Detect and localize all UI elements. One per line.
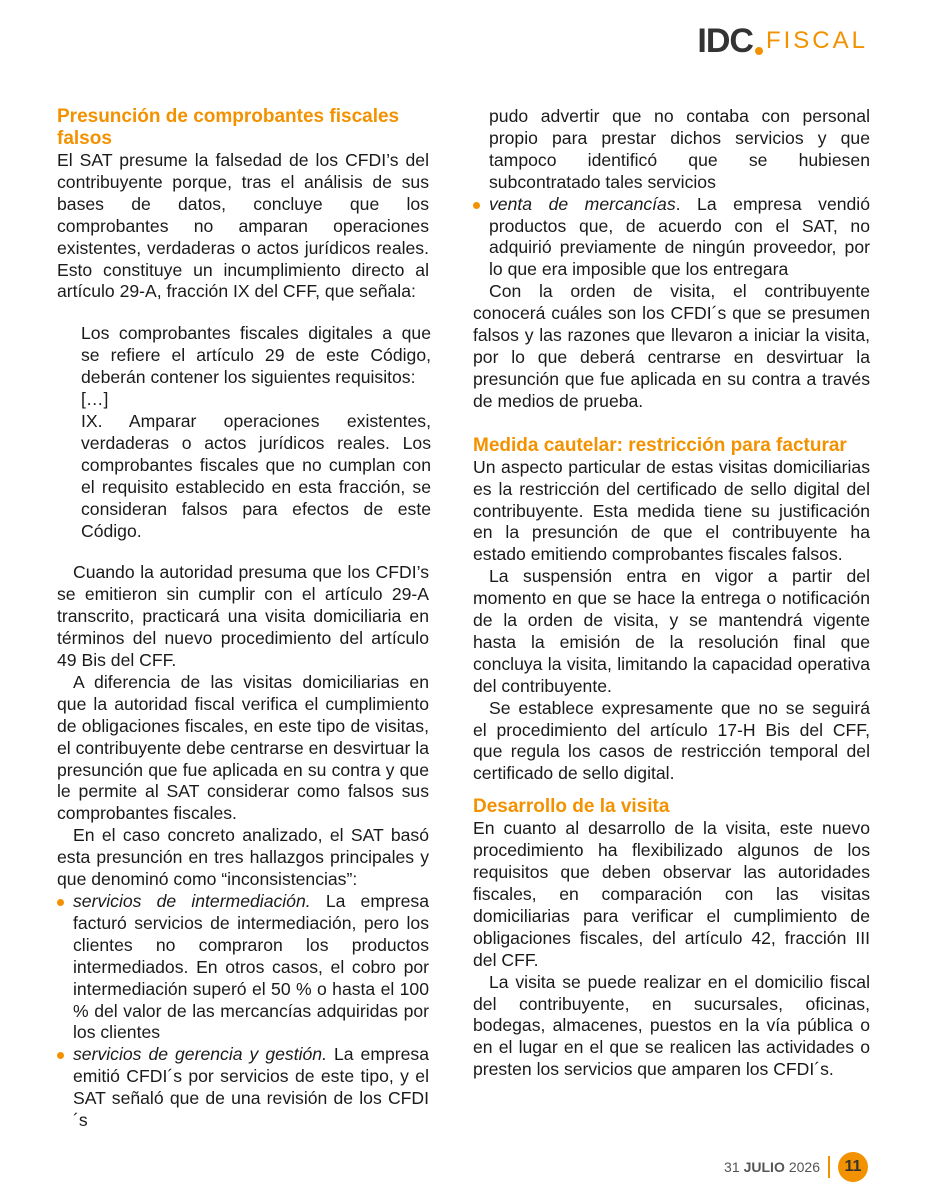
quote-text: Los comprobantes fiscales digitales a que se refiere el artículo 29 de este Código, deberán contener los siguientes requisitos: bbox=[81, 323, 431, 388]
paragraph: Cuando la autoridad presuma que los CFDI’s se emitieron sin cumplir con el artículo 29-A transcrito, practicará una visita domiciliaria en términos del nuevo procedimiento del artículo 49 Bis del CFF. bbox=[57, 562, 429, 671]
page-number: 11 bbox=[838, 1152, 868, 1182]
list-item-text: La empresa facturó servicios de intermediación, pero los clientes no compraron los productos intermediados. En otros casos, el cobro por intermediación superó el 50 % o hasta el 100 % del valor de las mercancías adquiridas por los clientes bbox=[73, 891, 430, 1043]
footer-month: JULIO bbox=[743, 1159, 785, 1175]
legal-quote bbox=[81, 323, 431, 542]
logo-idc: IDC bbox=[697, 22, 753, 60]
paragraph: El SAT presume la falsedad de los CFDI’s del contribuyente porque, tras el análisis de sus bases de datos, concluye que los comprobantes no amparan operaciones existentes, verdaderas o actos jurídicos reales. Esto constituye un incumplimiento directo al artículo 29-A, fracción IX del CFF, que señala: bbox=[57, 150, 429, 302]
list-item bbox=[473, 194, 870, 282]
list-item-continuation bbox=[473, 106, 870, 194]
footer-day: 31 bbox=[724, 1159, 740, 1175]
paragraph: Con la orden de visita, el contribuyente conocerá cuáles son los CFDI´s que se presumen falsos y las razones que llevaron a iniciar la visita, por lo que deberá centrarse en desvirtuar la presunción que fue aplicada en su contra a través de medios de prueba. bbox=[473, 281, 870, 411]
spacer bbox=[473, 413, 870, 435]
inconsistencies-list bbox=[57, 891, 429, 1132]
list-item bbox=[57, 1044, 429, 1132]
left-column bbox=[57, 106, 429, 1132]
list-item-term: servicios de gerencia y gestión. bbox=[73, 1044, 327, 1065]
bullet-icon bbox=[473, 202, 480, 209]
logo-dot bbox=[755, 47, 763, 55]
list-item-text: . La empresa vendió productos que, de acuerdo con el SAT, no adquirió previamente de ningún proveedor, por lo que era imposible que los entregara bbox=[489, 193, 870, 280]
bullet-icon bbox=[57, 899, 64, 906]
paragraph: En cuanto al desarrollo de la visita, este nuevo procedimiento ha flexibilizado algunos de los requisitos que deben observar las autoridades fiscales, en comparación con las visitas domiciliarias para verificar el cumplimiento de obligaciones fiscales, del artículo 42, fracción III del CFF. bbox=[473, 818, 870, 970]
section-heading-desarrollo: Desarrollo de la visita bbox=[473, 796, 670, 818]
list-item-text: La empresa emitió CFDI´s por servicios de este tipo, y el SAT señaló que de una revisión de los CFDI´s bbox=[73, 1044, 429, 1131]
paragraph: Se establece expresamente que no se seguirá el procedimiento del artículo 17-H Bis del CFF, que regula los casos de restricción temporal del certificado de sello digital. bbox=[473, 697, 870, 784]
spacer bbox=[473, 785, 870, 796]
paragraph: En el caso concreto analizado, el SAT basó esta presunción en tres hallazgos principales y que denominó como “inconsistencias”: bbox=[57, 825, 429, 890]
inconsistencies-list-continued bbox=[473, 106, 870, 281]
quote-ellipsis: […] bbox=[81, 389, 109, 410]
footer-year: 2026 bbox=[788, 1159, 820, 1175]
paragraph: La visita se puede realizar en el domicilio fiscal del contribuyente, en sucursales, oficinas, bodegas, almacenes, puestos en la vía pública o en el lugar en el que se realicen las actividades o presten los servicios que amparen los CFDI´s. bbox=[473, 971, 870, 1080]
page-footer bbox=[724, 1152, 868, 1182]
paragraph: La suspensión entra en vigor a partir del momento en que se hace la entrega o notificación de la orden de visita, y se mantendrá vigente hasta la emisión de la resolución final que concluya la visita, limitando la capacidad operativa del contribuyente. bbox=[473, 566, 870, 696]
list-item bbox=[57, 891, 429, 1044]
bullet-icon bbox=[57, 1052, 64, 1059]
logo-fiscal: FISCAL bbox=[765, 27, 868, 54]
section-heading-medida-cautelar: Medida cautelar: restricción para facturar bbox=[473, 434, 847, 456]
publication-logo bbox=[697, 24, 868, 58]
list-item-term: venta de mercancías bbox=[489, 193, 676, 214]
footer-divider bbox=[828, 1156, 830, 1178]
right-column bbox=[473, 106, 870, 1081]
section-heading-presuncion: Presunción de comprobantes fiscales falsos bbox=[57, 106, 400, 149]
paragraph: Un aspecto particular de estas visitas domiciliarias es la restricción del certificado de sello digital del contribuyente. Esta medida tiene su justificación en la presunción de que el contribuyente ha estado emitiendo comprobantes fiscales falsos. bbox=[473, 456, 870, 565]
list-item-term: servicios de intermediación. bbox=[73, 891, 311, 911]
paragraph: A diferencia de las visitas domiciliarias en que la autoridad fiscal verifica el cumplimiento de obligaciones fiscales, en este tipo de visitas, el contribuyente debe centrarse en desvirtuar la presunción que fue aplicada en su contra y que le permite al SAT considerar como falsos sus comprobantes fiscales. bbox=[57, 671, 429, 824]
list-item-text: pudo advertir que no contaba con personal propio para prestar dichos servicios y que tampoco identificó que se hubiesen subcontratado tales servicios bbox=[489, 106, 870, 192]
quote-text: IX. Amparar operaciones existentes, verdaderas o actos jurídicos reales. Los comprobantes fiscales que no cumplan con el requisito establecido en esta fracción, se consideran falsos para efectos de este Código. bbox=[81, 410, 431, 541]
